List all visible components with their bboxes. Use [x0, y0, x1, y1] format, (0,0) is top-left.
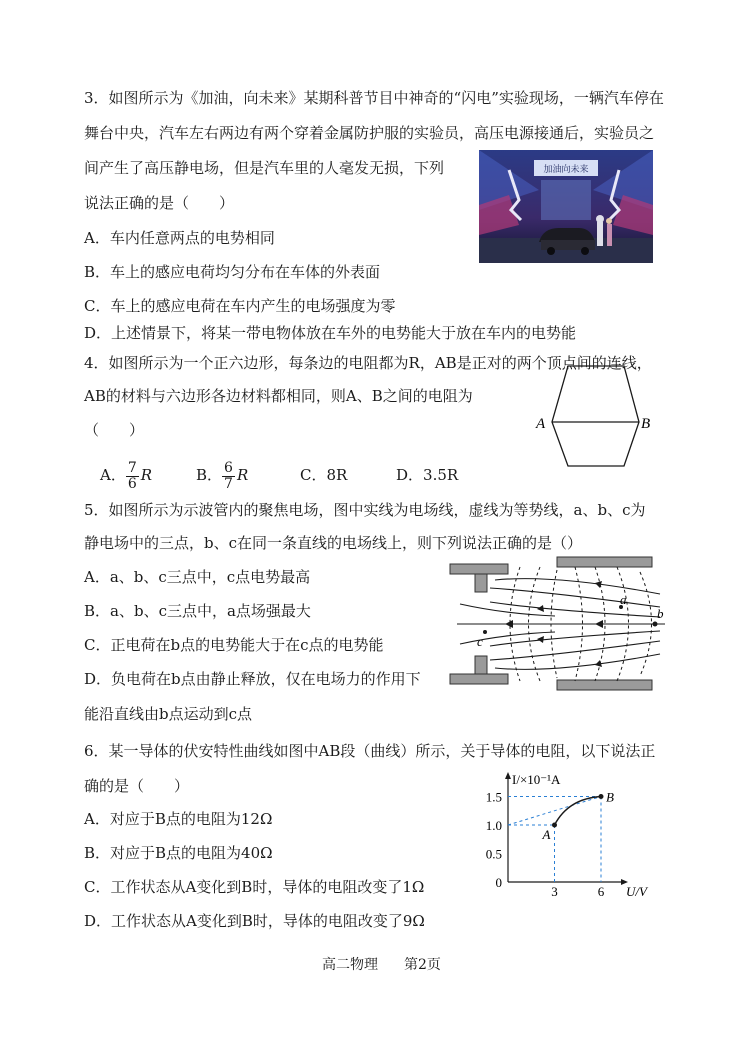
q5-option-b: B．a、b、c三点中，a点场强最大 — [84, 602, 311, 620]
q4-option-b-fraction: $\frac{6}{7}$ — [224, 459, 233, 492]
point-c-dot — [483, 630, 487, 634]
point-a-dot — [552, 823, 557, 828]
tangent-line — [508, 797, 601, 826]
i-axis-label: I/×10⁻¹A — [512, 772, 561, 787]
i-axis-arrow — [505, 772, 511, 779]
q6-iv-graph — [474, 770, 664, 900]
footer-subject: 高二物理 — [322, 957, 378, 973]
figure-label-a: a — [620, 592, 627, 607]
point-b-dot — [599, 794, 604, 799]
q4-stem-line-1: 4．如图所示为一个正六边形，每条边的电阻都为R，AB是正对的两个顶点间的连线， — [84, 354, 652, 372]
y-tick-label: 0.5 — [485, 846, 502, 862]
iv-curve-marks — [508, 794, 604, 882]
q3-option-b: B．车上的感应电荷均匀分布在车体的外表面 — [84, 263, 381, 281]
point-b-label: B — [606, 789, 614, 805]
q6-option-b: B．对应于B点的电阻为40Ω — [84, 844, 273, 862]
q3-option-d: D．上述情景下，将某一带电物体放在车外的电势能大于放在车内的电势能 — [84, 324, 577, 342]
q4-hexagon-figure — [530, 362, 660, 472]
q3-option-c: C．车上的感应电荷在车内产生的电场强度为零 — [84, 297, 396, 315]
footer-page-number: 第2页 — [404, 957, 441, 973]
q5-focusing-field-figure — [445, 552, 670, 697]
hexagon-outline — [552, 366, 639, 466]
q6-option-c: C．工作状态从A变化到B时，导体的电阻改变了1Ω — [84, 878, 425, 896]
hexagon-label-a: A — [536, 416, 546, 432]
q4-option-c: C．8R — [300, 466, 348, 484]
q5-option-c: C．正电荷在b点的电势能大于在c点的电势能 — [84, 636, 384, 654]
q4-option-a-fraction: $\frac{7}{6}$ — [127, 459, 137, 492]
point-a-label: A — [542, 827, 551, 842]
q4-stem-line-2: AB的材料与六边形各边材料都相同，则A、B之间的电阻为 — [84, 387, 473, 405]
q5-option-d-line-1: D．负电荷在b点由静止释放，仅在电场力的作用下 — [84, 670, 421, 688]
q3-stage-photo — [479, 150, 653, 263]
q4-option-d: D．3.5R — [396, 466, 459, 484]
q4-option-b: B． $\frac{6}{7}$ R — [196, 459, 249, 492]
q5-stem-line-2: 静电场中的三点，b、c在同一条直线的电场线上，则下列说法正确的是（） — [84, 534, 583, 552]
u-axis-label: U/V — [626, 884, 647, 899]
x-tick-label: 3 — [551, 884, 558, 899]
footer — [322, 955, 441, 975]
point-b-dot — [653, 622, 658, 627]
hexagon-label-b: B — [641, 416, 651, 432]
y-tick-label: 0 — [495, 875, 502, 890]
q5-option-a: A．a、b、c三点中，c点电势最高 — [84, 568, 311, 586]
x-tick-label: 6 — [597, 884, 605, 899]
q3-stem-line-2: 舞台中央，汽车左右两边有两个穿着金属防护服的实验员，高压电源接通后，实验员之 — [84, 124, 655, 142]
q4-stem-line-3: （ ） — [84, 421, 145, 439]
q4-option-a: A． $\frac{7}{6}$ R — [100, 459, 153, 492]
ab-curve — [555, 797, 602, 826]
q5-stem-line-1: 5．如图所示为示波管内的聚焦电场，图中实线为电场线，虚线为等势线，a、b、c为 — [84, 501, 646, 519]
q3-photo-sign: 加油向未来 — [543, 164, 589, 174]
q5-option-d-line-2: 能沿直线由b点运动到c点 — [84, 705, 253, 723]
q3-stem-line-1: 3．如图所示为《加油，向未来》某期科普节目中神奇的“闪电”实验现场，一辆汽车停在 — [84, 89, 664, 107]
q3-stem-line-3: 间产生了高压静电场，但是汽车里的人毫发无损，下列 — [84, 159, 445, 177]
q3-option-a: A．车内任意两点的电势相同 — [84, 229, 275, 247]
q6-option-a: A．对应于B点的电阻为12Ω — [84, 810, 273, 828]
field-lines — [457, 579, 665, 670]
y-tick-label: 1.0 — [485, 818, 502, 833]
figure-label-b: b — [657, 606, 664, 621]
figure-label-c: c — [477, 634, 483, 649]
q6-stem-line-1: 6．某一导体的伏安特性曲线如图中AB段（曲线）所示，关于导体的电阻，以下说法正 — [84, 742, 656, 760]
y-tick-label: 1.5 — [485, 789, 502, 805]
q6-stem-line-2: 确的是（ ） — [84, 777, 190, 795]
q3-stem-line-4: 说法正确的是（ ） — [84, 194, 235, 212]
q6-option-d: D．工作状态从A变化到B时，导体的电阻改变了9Ω — [84, 912, 425, 930]
